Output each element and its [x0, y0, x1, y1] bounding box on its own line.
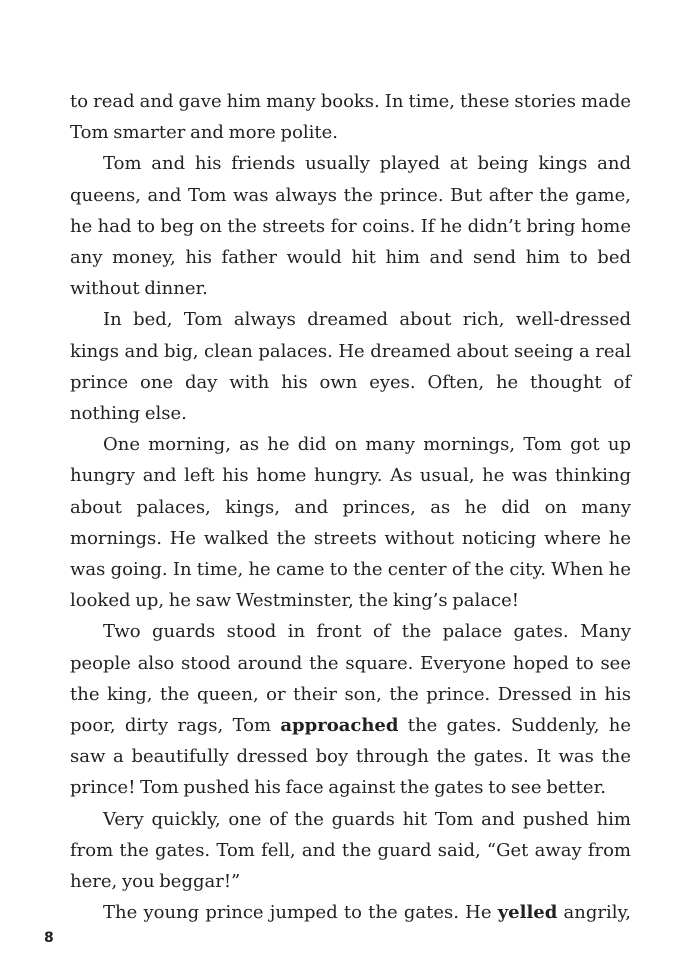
story-text [70, 86, 631, 928]
paragraph-1-text: to read and gave him many books. In time, these stories made Tom smarter and more polite. [70, 91, 631, 144]
paragraph-6 [70, 804, 631, 898]
paragraph-3-text: In bed, Tom always dreamed about rich, well-dressed kings and big, clean palaces. He dreamed about seeing a real prince one day with his own eyes. Often, he thought of nothing else. [70, 309, 631, 425]
paragraph-5-text-b: the gates. Suddenly, he saw a beautifully dressed boy through the gates. It was the prince! Tom pushed his face against the gates to see better. [70, 715, 631, 799]
paragraph-4 [70, 429, 631, 616]
paragraph-2 [70, 148, 631, 304]
paragraph-3 [70, 304, 631, 429]
paragraph-1 [70, 86, 631, 148]
paragraph-7-text-a: The young prince jumped to the gates. He [103, 902, 498, 924]
paragraph-5 [70, 616, 631, 803]
vocab-word-approached: approached [280, 715, 399, 737]
vocab-word-yelled: yelled [497, 902, 558, 924]
paragraph-7 [70, 897, 631, 928]
paragraph-5-text-a: Two guards stood in front of the palace gates. Many people also stood around the square. Everyone hoped to see the king, the queen, or their son, the prince. Dressed in his poor, dirty rags, Tom [70, 621, 631, 737]
paragraph-2-text: Tom and his friends usually played at being kings and queens, and Tom was always the prince. But after the game, he had to beg on the streets for coins. If he didn’t bring home any money, his father would hit him and send him to bed without dinner. [70, 153, 631, 300]
paragraph-4-text: One morning, as he did on many mornings, Tom got up hungry and left his home hungry. As usual, he was thinking about palaces, kings, and princes, as he did on many mornings. He walked the streets without noticing where he was going. In time, he came to the center of the city. When he looked up, he saw Westminster, the king’s palace! [70, 434, 631, 612]
page-number: 8 [44, 930, 54, 946]
paragraph-6-text: Very quickly, one of the guards hit Tom and pushed him from the gates. Tom fell, and the guard said, “Get away from here, you beggar!” [70, 808, 631, 893]
paragraph-7-text-b: angrily, [557, 902, 632, 924]
